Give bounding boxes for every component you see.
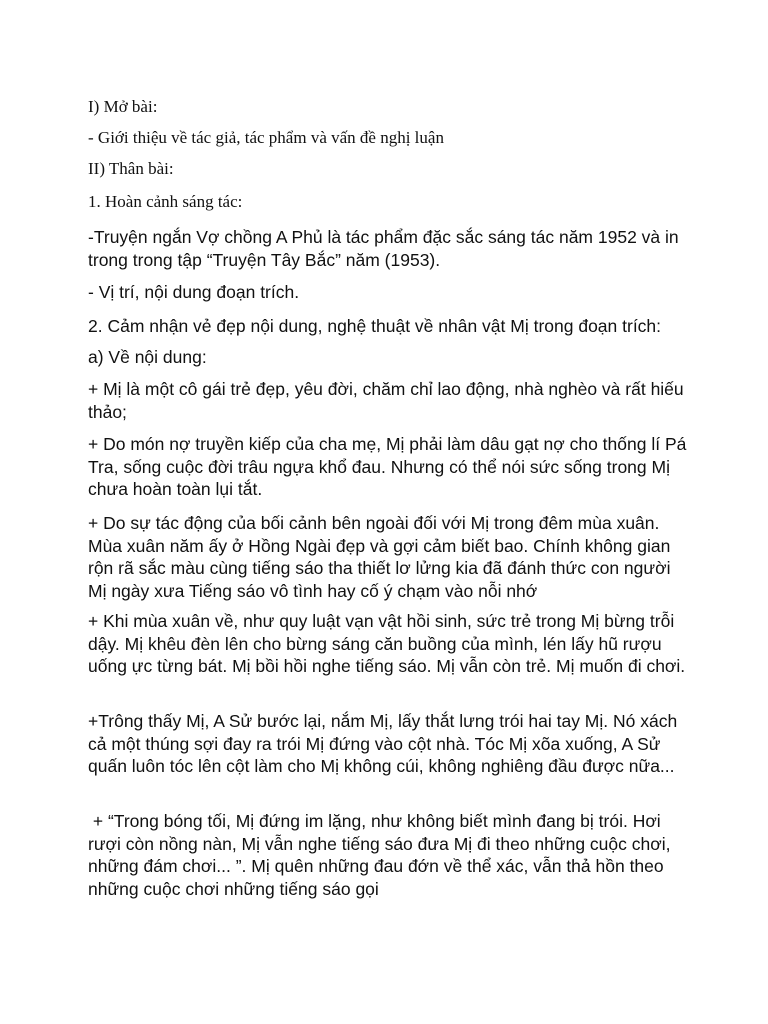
content-point: + “Trong bóng tối, Mị đứng im lặng, như không biết mình đang bị trói. Hơi rượi còn nồng nàn, Mị vẫn nghe tiếng sáo đưa Mị đi theo những cuộc chơi, những đám chơi... ”. Mị quên những đau đớn về thể xác, vẫn thả hồn theo những cuộc chơi những tiếng sáo gọi <box>88 811 676 899</box>
section-1-title: 1. Hoàn cảnh sáng tác: <box>88 192 243 211</box>
section-2-title: 2. Cảm nhận vẻ đẹp nội dung, nghệ thuật về nhân vật Mị trong đoạn trích: <box>88 316 662 336</box>
subsection-a-title: a) Về nội dung: <box>88 347 207 367</box>
content-point: + Mị là một cô gái trẻ đẹp, yêu đời, chăm chỉ lao động, nhà nghèo và rất hiếu thảo; <box>88 379 689 422</box>
content-point: + Do món nợ truyền kiếp của cha mẹ, Mị phải làm dâu gạt nợ cho thống lí Pá Tra, sống cuộc đời trâu ngựa khổ đau. Nhưng có thể nói sức sống trong Mị chưa hoàn toàn lụi tắt. <box>88 434 691 499</box>
content-point: + Khi mùa xuân về, như quy luật vạn vật hồi sinh, sức trẻ trong Mị bừng trỗi dậy. Mị khêu đèn lên cho bừng sáng căn buồng của mình, lén lấy hũ rượu uống ực từng bát. Mị bồi hồi nghe tiếng sáo. Mị vẫn còn trẻ. Mị muốn đi chơi. <box>88 611 686 676</box>
heading-body: II) Thân bài: <box>88 159 174 178</box>
content-point: +Trông thấy Mị, A Sử bước lại, nắm Mị, lấy thắt lưng trói hai tay Mị. Nó xách cả một thúng sợi đay ra trói Mị đứng vào cột nhà. Tóc Mị xõa xuống, A Sử quấn luôn tóc lên cột làm cho Mị không cúi, không nghiêng đầu được nữa... <box>88 711 683 776</box>
section-1-paragraph: -Truyện ngắn Vợ chồng A Phủ là tác phẩm đặc sắc sáng tác năm 1952 và in trong trong tập “Truyện Tây Bắc” năm (1953). <box>88 227 684 270</box>
heading-introduction: I) Mở bài: <box>88 97 158 116</box>
introduction-point: - Giới thiệu về tác giả, tác phẩm và vấn đề nghị luận <box>88 128 444 147</box>
content-point: + Do sự tác động của bối cảnh bên ngoài đối với Mị trong đêm mùa xuân. Mùa xuân năm ấy ở Hồng Ngài đẹp và gợi cảm biết bao. Chính không gian rộn rã sắc màu cùng tiếng sáo tha thiết lơ lửng kia đã đánh thức con người Mị ngày xưa Tiếng sáo vô tình hay cố ý chạm vào nỗi nhớ <box>88 513 676 601</box>
section-1-paragraph: - Vị trí, nội dung đoạn trích. <box>88 282 300 302</box>
